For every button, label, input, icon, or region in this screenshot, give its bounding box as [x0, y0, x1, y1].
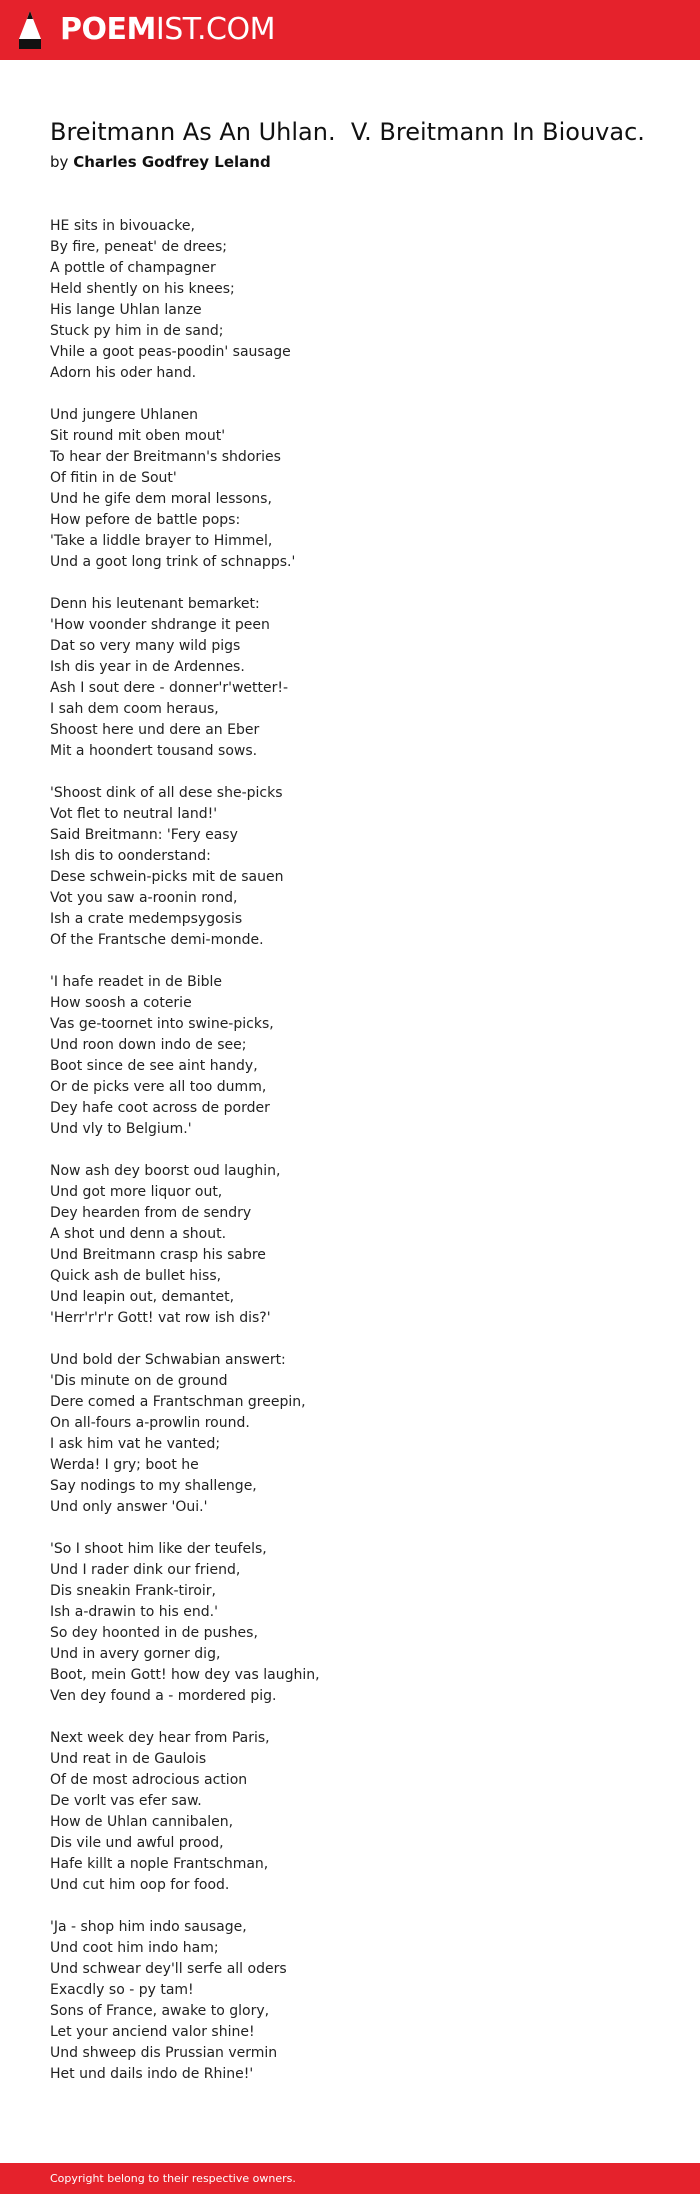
poem-line: Denn his leutenant bemarket:: [50, 596, 260, 612]
poem-line: Vot you saw a-roonin rond,: [50, 890, 238, 906]
poem-line: How de Uhlan cannibalen,: [50, 1814, 234, 1830]
poem-line: Ish dis year in de Ardennes.: [50, 659, 245, 675]
poem-line: Ven dey found a - mordered pig.: [50, 1688, 277, 1704]
poem-line: Werda! I gry; boot he: [50, 1457, 199, 1473]
poem-line: Und leapin out, demantet,: [50, 1289, 235, 1305]
poem-line: 'Dis minute on de ground: [50, 1373, 228, 1389]
poem-line: Of fitin in de Sout': [50, 470, 177, 486]
stanza: [50, 1917, 670, 2085]
footer-bar: [0, 2163, 700, 2194]
poem-line: 'How voonder shdrange it peen: [50, 617, 270, 633]
poem-line: Next week dey hear from Paris,: [50, 1730, 270, 1746]
pencil-icon: [18, 9, 42, 51]
poem-line: Und got more liquor out,: [50, 1184, 223, 1200]
poem-line: Und roon down indo de see;: [50, 1037, 247, 1053]
poem-content: [50, 115, 670, 2106]
stanza: [50, 783, 670, 951]
poem-line: Und bold der Schwabian answert:: [50, 1352, 286, 1368]
top-bar: [0, 0, 700, 60]
poem-title: Breitmann As An Uhlan. V. Breitmann In Biouvac.: [50, 118, 645, 146]
logo-bold-text: POEM: [60, 12, 156, 47]
poem-line: Und schwear dey'll serfe all oders: [50, 1961, 287, 1977]
poem-line: Dey hafe coot across de porder: [50, 1100, 270, 1116]
poem-line: Or de picks vere all too dumm,: [50, 1079, 267, 1095]
poem-line: Und cut him oop for food.: [50, 1877, 230, 1893]
stanza: [50, 1539, 670, 1707]
poem-line: Vot flet to neutral land!': [50, 806, 218, 822]
logo-light-text: IST.COM: [155, 12, 275, 47]
poem-line: Exacdly so - py tam!: [50, 1982, 194, 1998]
poem-line: Und jungere Uhlanen: [50, 407, 199, 423]
poem-line: Dese schwein-picks mit de sauen: [50, 869, 284, 885]
poem-line: Dey hearden from de sendry: [50, 1205, 252, 1221]
poem-line: Shoost here und dere an Eber: [50, 722, 260, 738]
poem-line: Und reat in de Gaulois: [50, 1751, 207, 1767]
poem-line: Und in avery gorner dig,: [50, 1646, 221, 1662]
poem-line: Of the Frantsche demi-monde.: [50, 932, 264, 948]
byline: [50, 151, 670, 173]
site-name: [60, 9, 275, 51]
poem-line: Sons of France, awake to glory,: [50, 2003, 270, 2019]
poem-line: Dis vile und awful prood,: [50, 1835, 224, 1851]
poem-line: Boot, mein Gott! how dey vas laughin,: [50, 1667, 320, 1683]
poem-line: Ish a crate medempsygosis: [50, 911, 243, 927]
poem-line: Dere comed a Frantschman greepin,: [50, 1394, 306, 1410]
poem-line: Ish a-drawin to his end.': [50, 1604, 218, 1620]
poem-line: 'Herr'r'r'r Gott! vat row ish dis?': [50, 1310, 271, 1326]
stanza: [50, 1161, 670, 1329]
poem-line: De vorlt vas efer saw.: [50, 1793, 202, 1809]
poem-line: Adorn his oder hand.: [50, 365, 197, 381]
stanza: [50, 972, 670, 1140]
poem-line: Und Breitmann crasp his sabre: [50, 1247, 266, 1263]
by-label: by: [50, 153, 69, 171]
poem-line: Sit round mit oben mout': [50, 428, 226, 444]
poem-line: On all-fours a-prowlin round.: [50, 1415, 250, 1431]
copyright-text: Copyright belong to their respective owners.: [50, 2172, 296, 2185]
stanza: [50, 1728, 670, 1896]
poem-line: I ask him vat he vanted;: [50, 1436, 221, 1452]
poem-line: Und coot him indo ham;: [50, 1940, 219, 1956]
poem-line: Und a goot long trink of schnapps.': [50, 554, 296, 570]
poem-line: 'Shoost dink of all dese she-picks: [50, 785, 283, 801]
poem-line: His lange Uhlan lanze: [50, 302, 202, 318]
poem-line: Und vly to Belgium.': [50, 1121, 192, 1137]
poem-line: Und only answer 'Oui.': [50, 1499, 208, 1515]
poem-line: Say nodings to my shallenge,: [50, 1478, 257, 1494]
stanza: [50, 594, 670, 762]
stanza: [50, 1350, 670, 1518]
poem-line: Vas ge-toornet into swine-picks,: [50, 1016, 274, 1032]
poem-line: To hear der Breitmann's shdories: [50, 449, 281, 465]
poem-line: Let your anciend valor shine!: [50, 2024, 255, 2040]
poem-line: Und he gife dem moral lessons,: [50, 491, 272, 507]
poem-line: Now ash dey boorst oud laughin,: [50, 1163, 281, 1179]
poem-line: How soosh a coterie: [50, 995, 192, 1011]
poem-line: HE sits in bivouacke,: [50, 218, 195, 234]
poem-line: Stuck py him in de sand;: [50, 323, 224, 339]
poem-line: 'I hafe readet in de Bible: [50, 974, 222, 990]
poem-line: Of de most adrocious action: [50, 1772, 248, 1788]
poem-line: Und I rader dink our friend,: [50, 1562, 241, 1578]
poem-line: Hafe killt a nople Frantschman,: [50, 1856, 269, 1872]
poem-line: A pottle of champagner: [50, 260, 216, 276]
poem-line: 'So I shoot him like der teufels,: [50, 1541, 267, 1557]
poem-line: Boot since de see aint handy,: [50, 1058, 258, 1074]
stanza: [50, 216, 670, 384]
poem-body: [50, 216, 670, 2085]
poem-line: Held shently on his knees;: [50, 281, 235, 297]
poem-line: Mit a hoondert tousand sows.: [50, 743, 258, 759]
poem-line: So dey hoonted in de pushes,: [50, 1625, 258, 1641]
poem-line: Het und dails indo de Rhine!': [50, 2066, 254, 2082]
poem-line: I sah dem coom heraus,: [50, 701, 219, 717]
author-name: Charles Godfrey Leland: [73, 153, 271, 171]
poem-line: Said Breitmann: 'Fery easy: [50, 827, 238, 843]
poem-line: Ash I sout dere - donner'r'wetter!-: [50, 680, 289, 696]
poem-line: Dis sneakin Frank-tiroir,: [50, 1583, 216, 1599]
poem-line: A shot und denn a shout.: [50, 1226, 227, 1242]
poem-line: Und shweep dis Prussian vermin: [50, 2045, 278, 2061]
poem-line: Quick ash de bullet hiss,: [50, 1268, 222, 1284]
poem-line: Dat so very many wild pigs: [50, 638, 241, 654]
site-logo[interactable]: [18, 9, 275, 51]
poem-line: Vhile a goot peas-poodin' sausage: [50, 344, 291, 360]
poem-line: By fire, peneat' de drees;: [50, 239, 227, 255]
poem-line: 'Ja - shop him indo sausage,: [50, 1919, 247, 1935]
poem-line: 'Take a liddle brayer to Himmel,: [50, 533, 273, 549]
stanza: [50, 405, 670, 573]
poem-line: How pefore de battle pops:: [50, 512, 241, 528]
poem-line: Ish dis to oonderstand:: [50, 848, 211, 864]
